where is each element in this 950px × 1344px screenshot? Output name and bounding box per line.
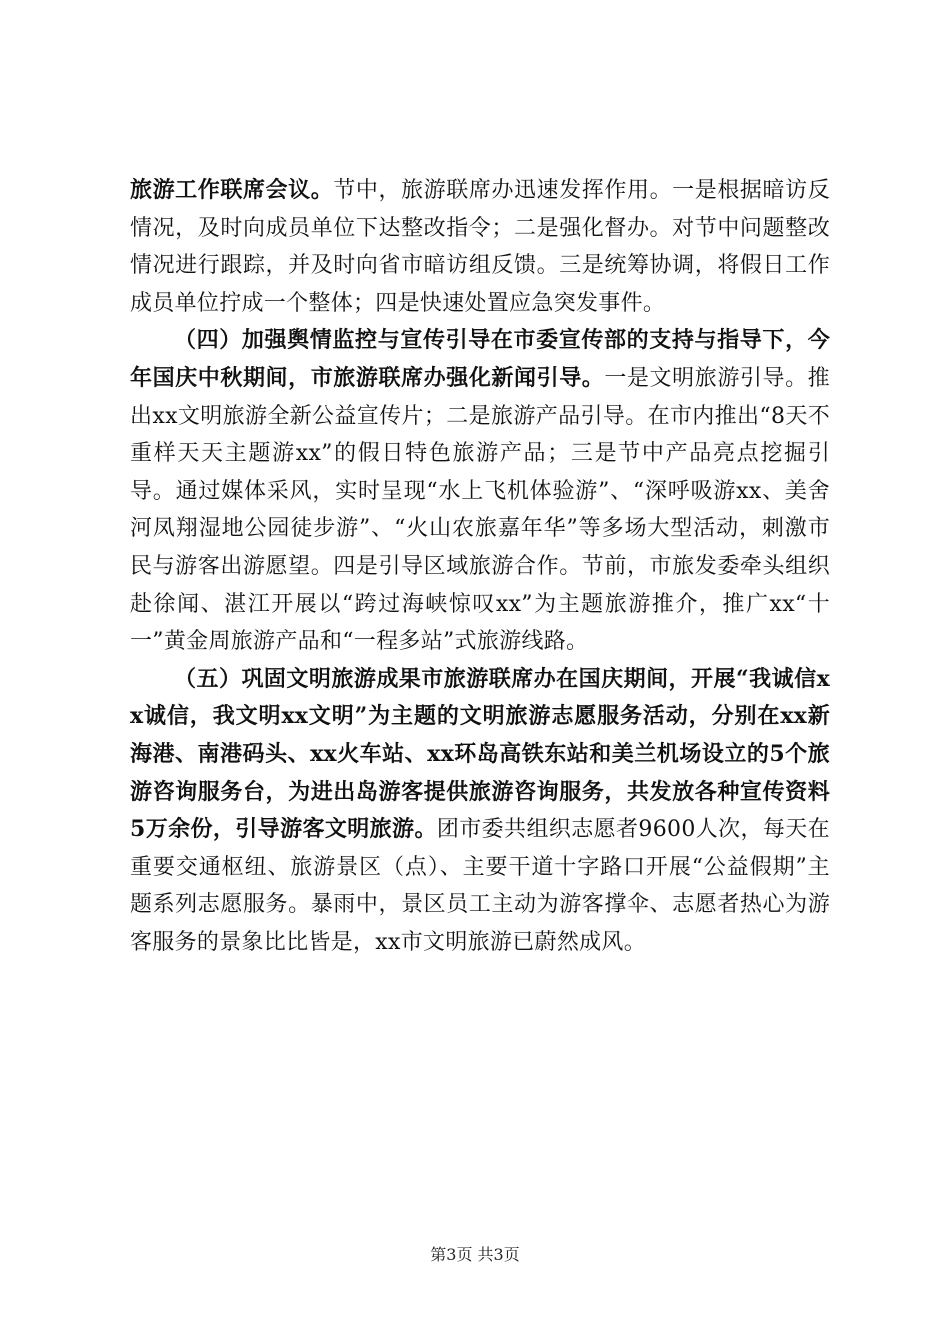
paragraph-3-heading-run: （五）巩固文明旅游成果市旅游联席办在国庆期间，开展“我诚信xx诚信，我文明xx文明”为主题的文明旅游志愿服务活动，分别在xx新海港、南港码头、xx火车站、xx环岛高铁东站和美兰机场设立的5个旅游咨询服务台，为进出岛游客提供旅游咨询服务，共发放各种宣传资料5万余份，引导游客文明旅游。 (130, 665, 830, 843)
page-number-footer: 第3页 共3页 (430, 1245, 520, 1264)
paragraph-3-text-run: 团市委共组织志愿者9600人次，每天在重要交通枢纽、旅游景区（点）、主要干道十字路口开展“公益假期”主题系列志愿服务。暴雨中，景区员工主动为游客撑伞、志愿者热心为游客服务的景象比比皆是，xx市文明旅游已蔚然成风。 (130, 817, 830, 955)
paragraph-2 (130, 322, 830, 660)
paragraph-1 (130, 172, 830, 322)
paragraph-1-bold-run: 旅游工作联席会议。 (130, 177, 334, 203)
paragraph-2-heading-run: （四）加强舆情监控与宣传引导在市委宣传部的支持与指导下，今年国庆中秋期间，市旅游联席办强化新闻引导。 (130, 327, 830, 391)
paragraph-1-text-run: 节中，旅游联席办迅速发挥作用。一是根据暗访反情况，及时向成员单位下达整改指令；二是强化督办。对节中问题整改情况进行跟踪，并及时向省市暗访组反馈。三是统筹协调，将假日工作成员单位拧成一个整体；四是快速处置应急突发事件。 (130, 178, 830, 316)
document-body (130, 172, 830, 961)
paragraph-3 (130, 661, 830, 962)
paragraph-2-text-run: 一是文明旅游引导。推出xx文明旅游全新公益宣传片；二是旅游产品引导。在市内推出“8天不重样天天主题游xx”的假日特色旅游产品；三是节中产品亮点挖掘引导。通过媒体采风，实时呈现“水上飞机体验游”、“深呼吸游xx、美舍河凤翔湿地公园徒步游”、“火山农旅嘉年华”等多场大型活动，刺激市民与游客出游愿望。四是引导区域旅游合作。节前，市旅发委牵头组织赴徐闻、湛江开展以“跨过海峡惊叹xx”为主题旅游推介，推广xx“十一”黄金周旅游产品和“一程多站”式旅游线路。 (130, 365, 830, 655)
